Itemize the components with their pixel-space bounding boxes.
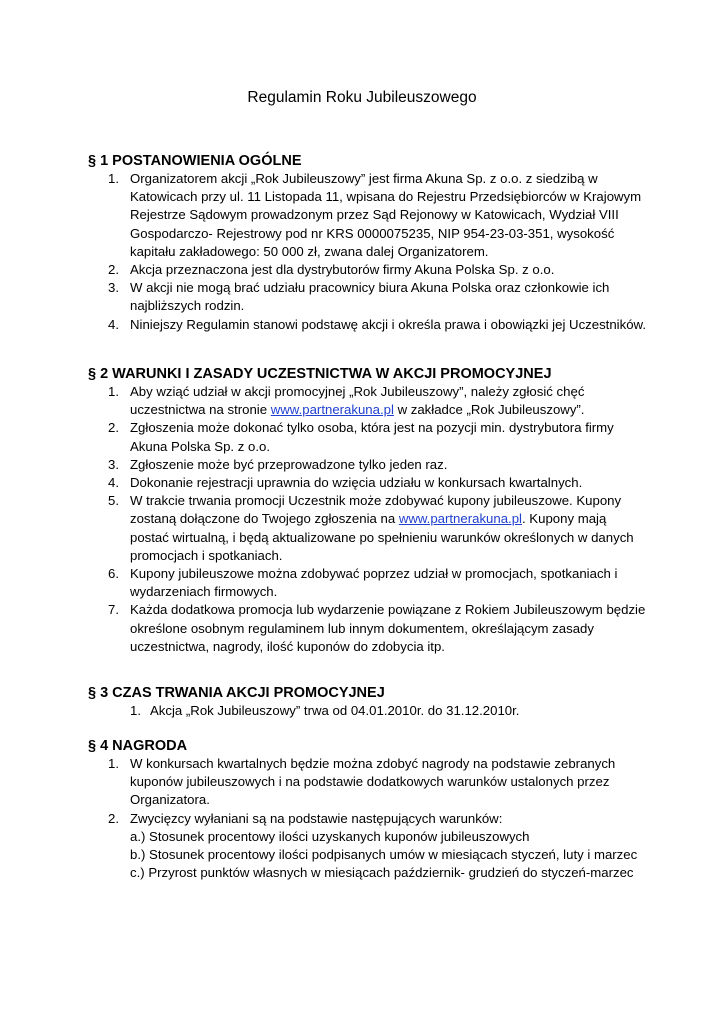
item-number: 2. [108,810,119,826]
list-item [88,279,648,315]
item-text: Organizatorem akcji „Rok Jubileuszowy” jest firma Akuna Sp. z o.o. z siedzibą w Katowicach przy ul. 11 Listopada 11, wpisana do Rejestru Przedsiębiorców w Krajowym Rejestrze Sądowym prowadzonym przez Sąd Rejonowy w Katowicach, Wydział VIII Gospodarczo- Rejestrowy pod nr KRS 0000075235, NIP 954-23-03-351, wysokość kapitału zakładowego: 50 000 zł, zwana dalej Organizatorem. [130,171,642,259]
item-number: 2. [108,262,119,278]
item-text: Dokonanie rejestracji uprawnia do wzięcia udziału w konkursach kwartalnych. [130,475,583,491]
section-4-list [88,755,648,882]
item-number: 3. [108,280,119,296]
section-3 [88,684,648,720]
sub-item-b: b.) Stosunek procentowy ilości podpisanych umów w miesiącach styczeń, luty i marzec [130,847,638,863]
item-text: W akcji nie mogą brać udziału pracownicy biura Akuna Polska oraz członkowie ich najbliższych rodzin. [130,280,610,314]
item-number: 4. [108,475,119,491]
list-item [88,601,648,656]
list-item [88,419,648,455]
list-item [88,810,648,883]
partnerakuna-link[interactable]: www.partnerakuna.pl [398,511,522,527]
item-text: Kupony jubileuszowe można zdobywać poprzez udział w promocjach, spotkaniach i wydarzeniach firmowych. [130,566,618,600]
item-number: 5. [108,493,119,509]
list-item [88,456,648,474]
section-2-heading: § 2 WARUNKI I ZASADY UCZESTNICTWA W AKCJI PROMOCYJNEJ [88,366,552,382]
item-text: Każda dodatkowa promocja lub wydarzenie powiązane z Rokiem Jubileuszowym będzie określone osobnym regulaminem lub innym dokumentem, określającym zasady uczestnictwa, nagrody, ilość kuponów do zdobycia itp. [130,602,646,654]
item-text: Niniejszy Regulamin stanowi podstawę akcji i określa prawa i obowiązki jej Uczestników. [130,316,646,332]
item-text: Akcja przeznaczona jest dla dystrybutorów firmy Akuna Polska Sp. z o.o. [130,262,555,278]
section-3-heading: § 3 CZAS TRWANIA AKCJI PROMOCYJNEJ [88,685,385,701]
item-number: 1. [108,171,119,186]
list-item [88,383,648,419]
section-2 [88,365,648,656]
sub-item-a: a.) Stosunek procentowy ilości uzyskanych kuponów jubileuszowych [130,828,530,844]
sub-item-c: c.) Przyrost punktów własnych w miesiącach październik- grudzień do styczeń-marzec [130,865,634,881]
section-4 [88,737,648,882]
section-2-list [88,383,648,656]
item-text: Aby wziąć udział w akcji promocyjnej „Rok Jubileuszowy”, należy zgłosić chęć uczestnictwa na stronie [130,384,585,418]
list-item [88,702,648,720]
item-number: 2. [108,420,119,436]
item-text: . Kupony mają postać wirtualną, i będą aktualizowane po spełnieniu warunków określonych w danych promocjach i spotkaniach. [130,511,634,563]
item-number: 1. [108,384,119,399]
item-number: 1. [108,756,119,771]
section-1 [88,152,648,334]
partnerakuna-link[interactable]: www.partnerakuna.pl [270,402,394,418]
item-number: 4. [108,316,119,332]
item-number: 6. [108,566,119,582]
list-item [88,565,648,601]
section-1-list [88,170,648,334]
list-item [88,261,648,279]
item-number: 3. [108,456,119,472]
item-text: Zgłoszenia może dokonać tylko osoba, która jest na pozycji min. dystrybutora firmy Akuna Polska Sp. z o.o. [130,420,614,454]
document-title: Regulamin Roku Jubileuszowego [247,89,477,106]
list-item [88,755,648,810]
list-item [88,170,648,261]
list-item [88,474,648,492]
list-item [88,316,648,334]
section-1-heading: § 1 POSTANOWIENIA OGÓLNE [88,153,302,169]
item-text: Akcja „Rok Jubileuszowy” trwa od 04.01.2010r. do 31.12.2010r. [150,703,520,718]
list-item [88,492,648,565]
item-number: 1. [130,703,141,718]
item-text: W trakcie trwania promocji Uczestnik może zdobywać kupony jubileuszowe. Kupony zostaną dołączone do Twojego zgłoszenia na [130,493,622,527]
item-text: Zwycięzcy wyłaniani są na podstawie następujących warunków: [130,810,503,826]
item-text: W konkursach kwartalnych będzie można zdobyć nagrody na podstawie zebranych kuponów jubileuszowych i na podstawie dodatkowych warunków ustalonych przez Organizatora. [130,756,616,808]
item-number: 7. [108,602,119,618]
item-text: Zgłoszenie może być przeprowadzone tylko jeden raz. [130,456,448,472]
item-text: w zakładce „Rok Jubileuszowy”. [393,402,585,418]
section-4-heading: § 4 NAGRODA [88,738,188,754]
section-3-list [88,702,648,720]
